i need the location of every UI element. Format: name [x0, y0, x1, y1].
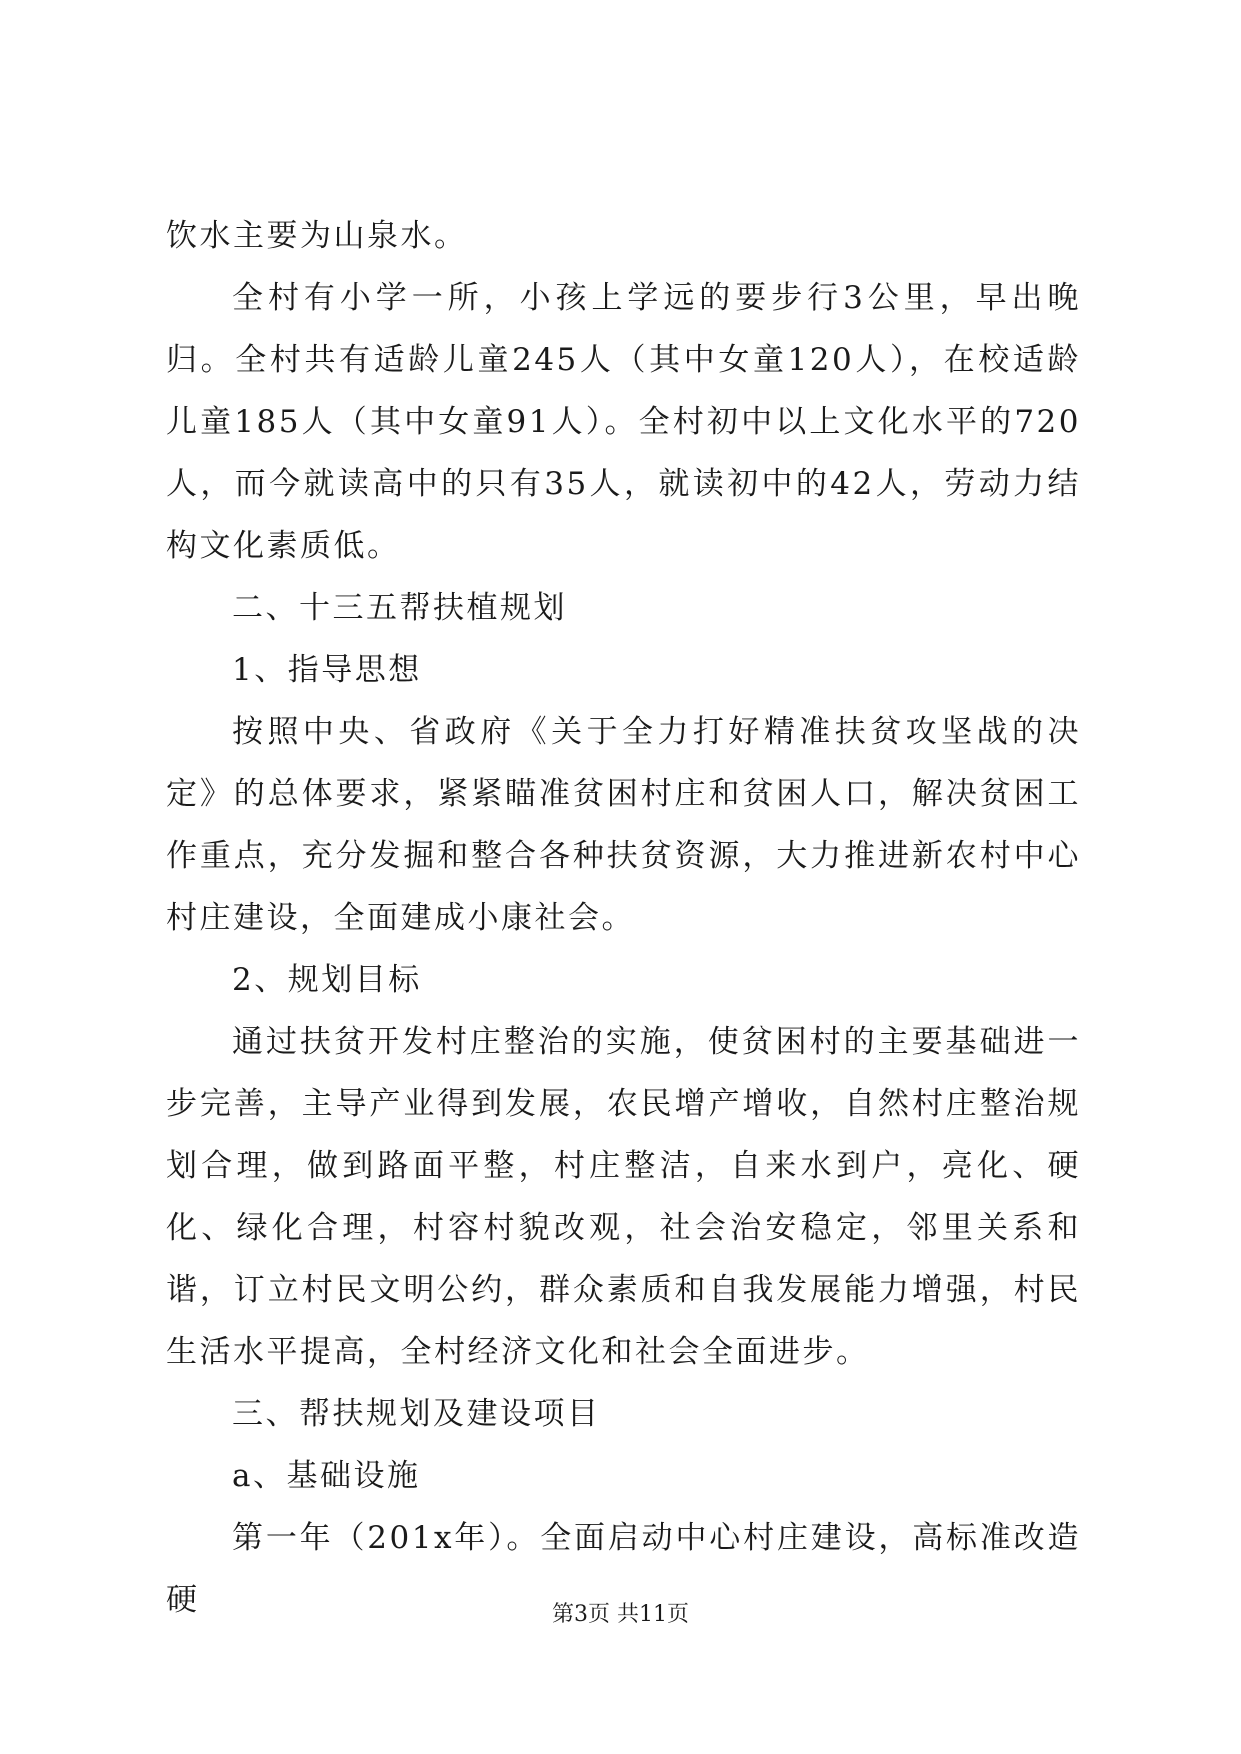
paragraph: 全村有小学一所，小孩上学远的要步行3公里，早出晚归。全村共有适龄儿童245人（其中女童120人），在校适龄儿童185人（其中女童91人）。全村初中以上文化水平的720人，而今就读高中的只有35人，就读初中的42人，劳动力结构文化素质低。: [166, 280, 1081, 564]
document-body: [166, 205, 1081, 1631]
paragraph: 饮水主要为山泉水。: [166, 218, 468, 254]
subsection-heading: 2、规划目标: [232, 962, 422, 998]
page-number-label: 第3页 共11页: [552, 1602, 689, 1627]
subsection-heading: a、基础设施: [232, 1458, 421, 1494]
paragraph: 按照中央、省政府《关于全力打好精准扶贫攻坚战的决定》的总体要求，紧紧瞄准贫困村庄和贫困人口，解决贫困工作重点，充分发掘和整合各种扶贫资源，大力推进新农村中心村庄建设，全面建成小康社会。: [166, 714, 1081, 936]
paragraph: 第一年（201x年）。全面启动中心村庄建设，高标准改造硬: [166, 1520, 1081, 1618]
paragraph: 通过扶贫开发村庄整治的实施，使贫困村的主要基础进一步完善，主导产业得到发展，农民增产增收，自然村庄整治规划合理，做到路面平整，村庄整洁，自来水到户，亮化、硬化、绿化合理，村容村貌改观，社会治安稳定，邻里关系和谐，订立村民文明公约，群众素质和自我发展能力增强，村民生活水平提高，全村经济文化和社会全面进步。: [166, 1024, 1081, 1370]
section-heading: 二、十三五帮扶植规划: [232, 590, 567, 626]
subsection-heading: 1、指导思想: [232, 652, 422, 688]
page-footer: [0, 1600, 1241, 1630]
section-heading: 三、帮扶规划及建设项目: [232, 1396, 601, 1432]
